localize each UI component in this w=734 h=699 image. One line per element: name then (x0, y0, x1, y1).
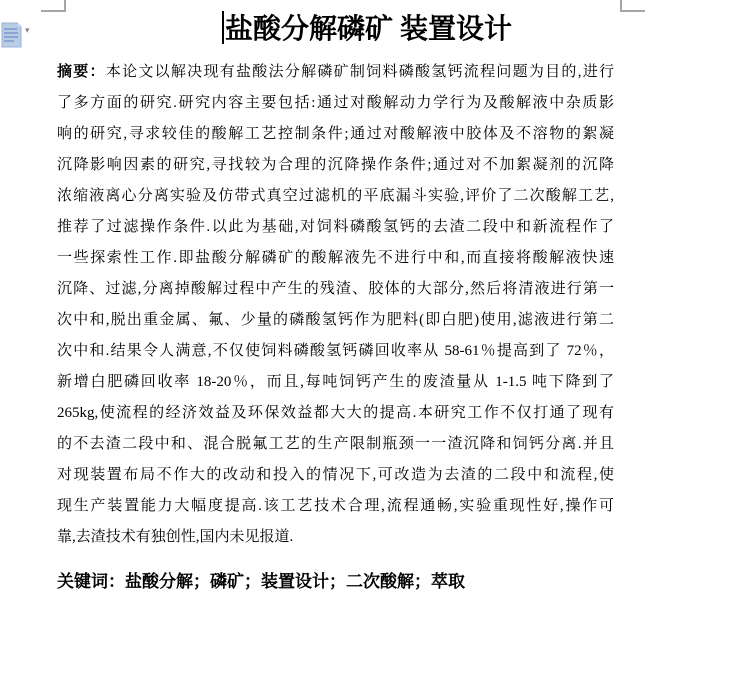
abstract-paragraph[interactable] (57, 57, 614, 553)
abstract-line[interactable]: 现生产装置能力大幅度提高.该工艺技术合理,流程通畅,实验重现性好,操作可 (57, 498, 614, 514)
abstract-line[interactable]: 次中和,脱出重金属、氟、少量的磷酸氢钙作为肥料(即白肥)使用,滤液进行第二 (57, 312, 614, 328)
abstract-line[interactable]: 沉降影响因素的研究,寻找较为合理的沉降操作条件;通过对不加絮凝剂的沉降 (57, 157, 614, 173)
abstract-line-text: 本论文以解决现有盐酸法分解磷矿制饲料磷酸氢钙流程问题为目的,进行 (105, 64, 614, 80)
abstract-line[interactable]: 265kg,使流程的经济效益及环保效益都大大的提高.本研究工作不仅打通了现有 (57, 405, 614, 421)
abstract-line[interactable]: 的不去渣二段中和、混合脱氟工艺的生产限制瓶颈一一渣沉降和饲钙分离.并且 (57, 436, 614, 452)
keywords-label: 关键词： (57, 572, 125, 591)
chevron-down-icon: ▾ (25, 26, 30, 36)
abstract-line[interactable]: 一些探索性工作.即盐酸分解磷矿的酸解液先不进行中和,而直接将酸解液快速 (57, 250, 614, 266)
abstract-line[interactable]: 对现装置布局不作大的改动和投入的情况下,可改造为去渣的二段中和流程,使 (57, 467, 614, 483)
abstract-line[interactable]: 新增白肥磷回收率 18-20％，而且,每吨饲钙产生的废渣量从 1-1.5 吨下降到了 (57, 374, 614, 390)
abstract-line[interactable]: 次中和.结果令人满意,不仅使饲料磷酸氢钙磷回收率从 58-61％提高到了 72％， (57, 343, 614, 359)
abstract-line[interactable]: 了多方面的研究.研究内容主要包括:通过对酸解动力学行为及酸解液中杂质影 (57, 95, 614, 111)
abstract-line[interactable]: 推荐了过滤操作条件.以此为基础,对饲料磷酸氢钙的去渣二段中和新流程作了 (57, 219, 614, 235)
abstract-label: 摘要： (57, 64, 106, 80)
text-cursor (222, 11, 224, 44)
abstract-line[interactable]: 沉降、过滤,分离掉酸解过程中产生的残渣、胶体的大部分,然后将清液进行第一 (57, 281, 614, 297)
abstract-line[interactable]: 靠,去渣技术有独创性,国内未见报道. (57, 529, 294, 545)
title-text: 盐酸分解磷矿 装置设计 (224, 14, 512, 45)
keywords-text: 盐酸分解；磷矿；装置设计；二次酸解；萃取 (125, 572, 465, 591)
abstract-line[interactable]: 响的研究,寻求较佳的酸解工艺控制条件;通过对酸解液中胶体及不溶物的絮凝 (57, 126, 614, 142)
keywords-line[interactable] (57, 567, 677, 597)
abstract-line[interactable]: 浓缩液离心分离实验及仿带式真空过滤机的平底漏斗实验,评价了二次酸解工艺, (57, 188, 614, 204)
page-title[interactable] (0, 10, 734, 50)
abstract-line[interactable] (57, 57, 614, 88)
